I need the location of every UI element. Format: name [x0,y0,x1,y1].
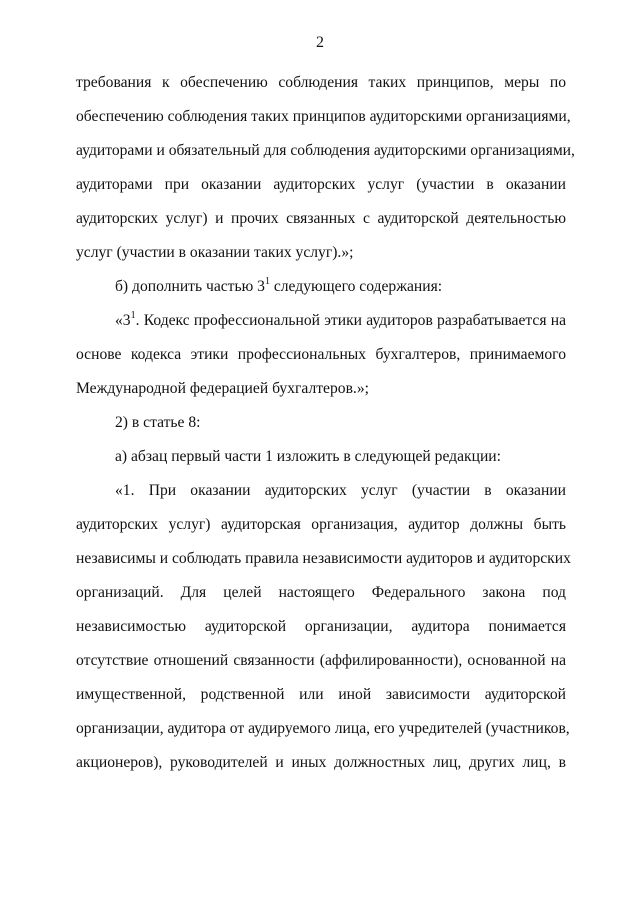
text-line [76,270,566,304]
text-line [76,678,566,712]
text-line-segment: отсутствие отношений связанности (аффилированности), основанной на [76,652,566,669]
text-line-segment: «1. При оказании аудиторских услуг (участии в оказании [115,482,566,499]
text-line-segment: акционеров), руководителей и иных должностных лиц, других лиц, в [76,754,566,771]
text-line [76,712,570,746]
superscript: 1 [264,275,270,287]
text-line-segment: услуг (участии в оказании таких услуг).»; [76,244,354,261]
text-line-segment: независимы и соблюдать правила независимости аудиторов и аудиторских [76,550,571,567]
text-line [76,644,566,678]
text-line-segment: аудиторами и обязательный для соблюдения аудиторскими организациями, [76,142,575,159]
text-line [76,66,566,100]
text-line [76,474,566,508]
text-line [76,134,575,168]
page-number: 2 [316,34,324,51]
text-line [76,100,571,134]
text-line-segment: основе кодекса этики профессиональных бухгалтеров, принимаемого [76,346,566,363]
text-line-segment: обеспечению соблюдения таких принципов аудиторскими организациями, [76,108,571,125]
text-line-segment: требования к обеспечению соблюдения таких принципов, меры по [76,74,566,91]
text-line-segment: организаций. Для целей настоящего Федерального закона под [76,584,566,601]
text-line-segment: «3 [115,312,131,329]
text-line [76,236,566,270]
text-line-segment: аудиторами при оказании аудиторских услуг (участии в оказании [76,176,566,193]
superscript: 1 [130,309,136,321]
text-line-segment: аудиторских услуг) и прочих связанных с аудиторской деятельностью [76,210,566,227]
text-line-segment: 2) в статье 8: [115,414,201,431]
text-line [76,304,566,338]
text-line [76,338,566,372]
text-line [76,202,566,236]
text-line-segment: . Кодекс профессиональной этики аудиторов разрабатывается на [135,312,566,329]
text-line [76,508,566,542]
text-line-segment: Международной федерацией бухгалтеров.»; [76,380,369,397]
text-line-segment: а) абзац первый части 1 изложить в следующей редакции: [115,448,501,465]
text-line [76,610,566,644]
text-line [76,542,571,576]
text-line-segment: следующего содержания: [269,278,443,295]
text-line [76,168,566,202]
text-line [76,406,566,440]
text-line-segment: аудиторских услуг) аудиторская организация, аудитор должны быть [76,516,566,533]
text-line [76,372,566,406]
text-line-segment: б) дополнить частью 3 [115,278,265,295]
text-line [76,576,566,610]
text-line [76,440,566,474]
text-line-segment: независимостью аудиторской организации, аудитора понимается [76,618,566,635]
text-line-segment: имущественной, родственной или иной зависимости аудиторской [76,686,566,703]
text-line [76,746,566,780]
document-body [76,66,575,780]
text-line-segment: организации, аудитора от аудируемого лица, его учредителей (участников, [76,720,570,737]
